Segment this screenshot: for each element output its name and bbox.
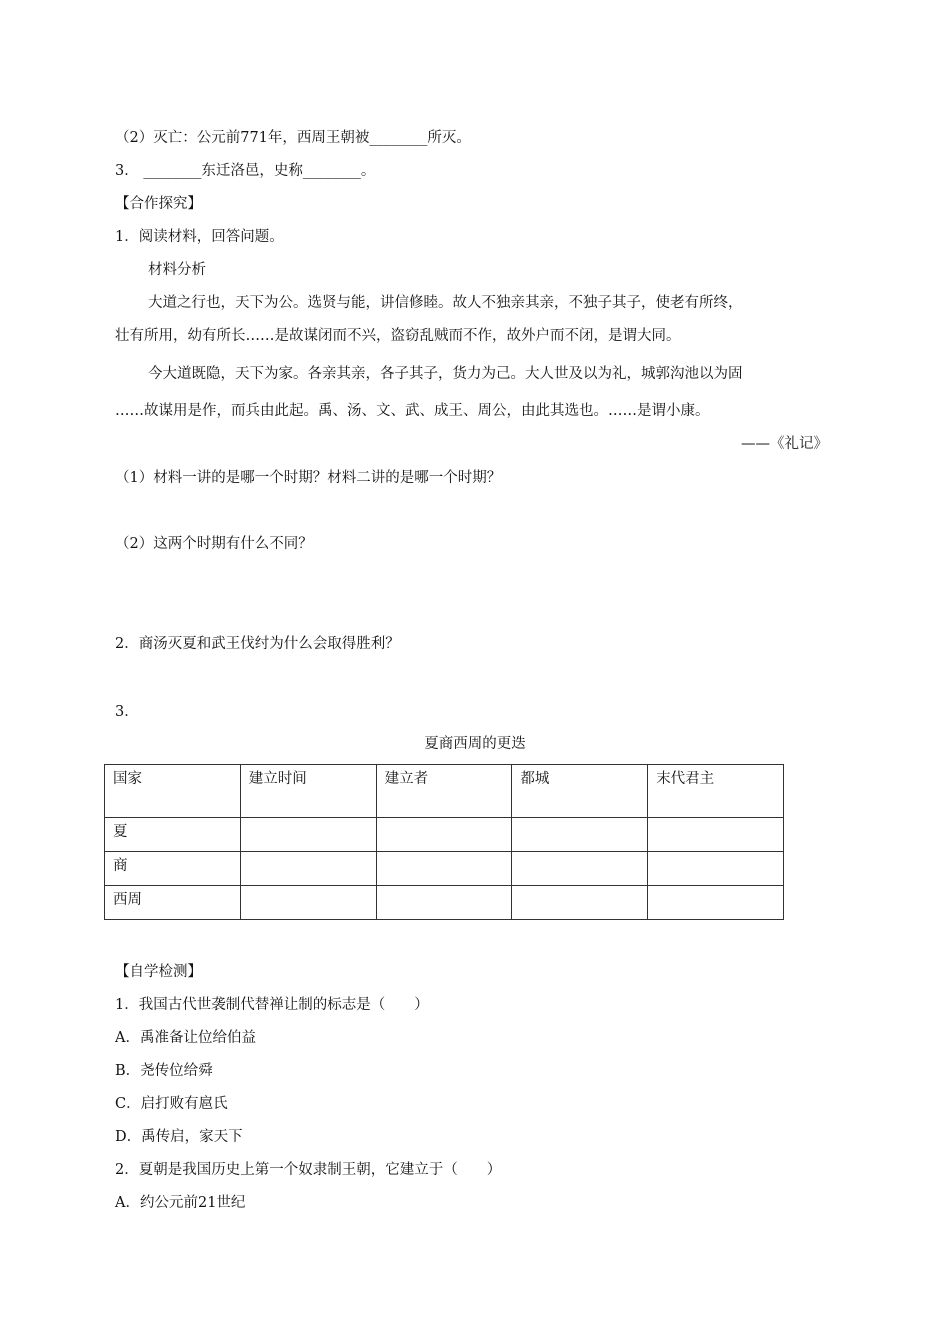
empty-cell xyxy=(376,886,512,920)
empty-cell xyxy=(240,818,376,852)
material-2-line-2: ……故谋用是作，而兵由此起。禹、汤、文、武、成王、周公，由此其选也。……是谓小康。 xyxy=(115,403,710,419)
table-header-row xyxy=(105,765,784,818)
test-q2-option-a: A．约公元前21世纪 xyxy=(115,1195,246,1211)
test-question-2: 2．夏朝是我国历史上第一个奴隶制王朝，它建立于（ ） xyxy=(115,1162,502,1178)
table-row xyxy=(105,852,784,886)
table-row xyxy=(105,886,784,920)
question-1-2: （2）这两个时期有什么不同？ xyxy=(115,536,313,552)
table-row xyxy=(105,818,784,852)
table-caption: 夏商西周的更迭 xyxy=(424,736,526,752)
question-3-number: 3． xyxy=(115,704,139,720)
dynasty-succession-table xyxy=(104,764,784,920)
test-q1-option-c: C．启打败有扈氏 xyxy=(115,1096,228,1112)
citation-liji: ——《礼记》 xyxy=(741,436,828,452)
empty-cell xyxy=(512,818,648,852)
question-1-1: （1）材料一讲的是哪一个时期？材料二讲的是哪一个时期？ xyxy=(115,470,502,486)
fill-in-line-eastern-zhou: 3． ________东迁洛邑，史称________。 xyxy=(115,163,376,179)
question-1-prompt: 1．阅读材料，回答问题。 xyxy=(115,229,284,245)
empty-cell xyxy=(376,852,512,886)
empty-cell xyxy=(512,852,648,886)
test-q1-option-b: B．尧传位给舜 xyxy=(115,1063,213,1079)
empty-cell xyxy=(648,852,784,886)
empty-cell xyxy=(512,886,648,920)
header-cell-capital: 都城 xyxy=(512,765,648,818)
empty-cell xyxy=(240,886,376,920)
empty-cell xyxy=(648,818,784,852)
fill-in-line-fall-of-western-zhou: （2）灭亡：公元前771年，西周王朝被________所灭。 xyxy=(115,130,471,146)
header-cell-founding-time: 建立时间 xyxy=(240,765,376,818)
test-q1-option-a: A．禹准备让位给伯益 xyxy=(115,1030,256,1046)
section-heading-cooperative-inquiry: 【合作探究】 xyxy=(115,196,202,212)
material-1-line-2: 壮有所用，幼有所长……是故谋闭而不兴，盗窃乱贼而不作，故外户而不闭，是谓大同。 xyxy=(115,328,681,344)
test-q1-option-d: D．禹传启，家天下 xyxy=(115,1129,243,1145)
section-heading-self-test: 【自学检测】 xyxy=(115,964,202,980)
row-label-xia: 夏 xyxy=(105,818,241,852)
material-1-line-1: 大道之行也，天下为公。选贤与能，讲信修睦。故人不独亲其亲，不独子其子，使老有所终， xyxy=(148,295,743,311)
header-cell-country: 国家 xyxy=(105,765,241,818)
row-label-western-zhou: 西周 xyxy=(105,886,241,920)
empty-cell xyxy=(648,886,784,920)
material-label: 材料分析 xyxy=(148,262,206,278)
header-cell-founder: 建立者 xyxy=(376,765,512,818)
empty-cell xyxy=(376,818,512,852)
row-label-shang: 商 xyxy=(105,852,241,886)
question-2: 2．商汤灭夏和武王伐纣为什么会取得胜利？ xyxy=(115,636,400,652)
material-2-line-1: 今大道既隐，天下为家。各亲其亲，各子其子，货力为己。大人世及以为礼，城郭沟池以为固 xyxy=(148,366,743,382)
empty-cell xyxy=(240,852,376,886)
header-cell-last-ruler: 末代君主 xyxy=(648,765,784,818)
test-question-1: 1．我国古代世袭制代替禅让制的标志是（ ） xyxy=(115,997,429,1013)
